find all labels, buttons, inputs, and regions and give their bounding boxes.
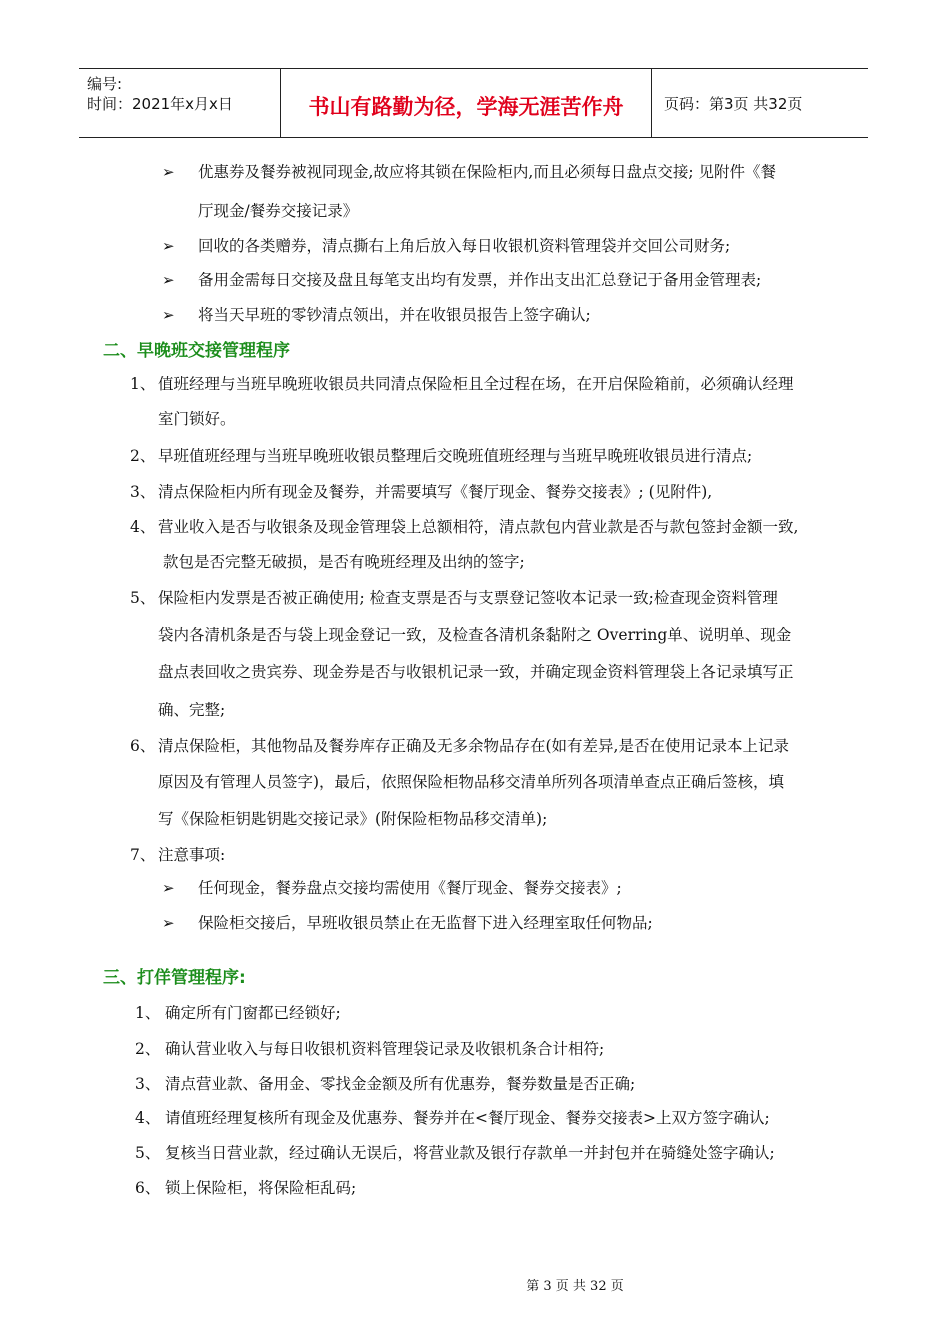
- page-label: 页码：第3页 共32页: [664, 95, 803, 113]
- arrow-bullet-icon: ➢: [162, 271, 175, 289]
- page-header: [79, 68, 868, 138]
- item-number: 1、: [130, 375, 156, 393]
- arrow-bullet-icon: ➢: [162, 914, 175, 932]
- list-item: 原因及有管理人员签字)，最后，依照保险柜物品移交清单所列各项清单查点正确后签核，填: [158, 773, 785, 791]
- list-item: 保险柜内发票是否被正确使用; 检查支票是否与支票登记签收本记录一致;检查现金资料管理: [158, 589, 778, 607]
- list-item: 清点保险柜内所有现金及餐券，并需要填写《餐厅现金、餐券交接表》; (见附件),: [158, 483, 713, 501]
- list-item: 确定所有门窗都已经锁好;: [165, 1004, 341, 1022]
- item-number: 5、: [130, 589, 156, 607]
- item-number: 6、: [135, 1179, 161, 1197]
- serial-label: 编号:: [87, 75, 123, 93]
- time-label: 时间：2021年x月x日: [87, 95, 233, 113]
- list-item: 任何现金，餐券盘点交接均需使用《餐厅现金、餐券交接表》;: [198, 879, 622, 897]
- page-footer: [0, 1275, 950, 1294]
- list-item: 回收的各类赠券，清点撕右上角后放入每日收银机资料管理袋并交回公司财务;: [198, 237, 731, 255]
- list-item: 将当天早班的零钞清点领出，并在收银员报告上签字确认;: [198, 306, 591, 324]
- header-page-cell: [652, 69, 868, 137]
- footer-page-number: 第 3 页 共 32 页: [526, 1279, 624, 1294]
- item-number: 4、: [130, 518, 156, 536]
- list-item: 清点保险柜，其他物品及餐券库存正确及无多余物品存在(如有差异,是否在使用记录本上记录: [158, 737, 789, 755]
- list-item: 锁上保险柜，将保险柜乱码;: [165, 1179, 357, 1197]
- item-number: 5、: [135, 1144, 161, 1162]
- list-item: 盘点表回收之贵宾券、现金券是否与收银机记录一致，并确定现金资料管理袋上各记录填写正: [158, 663, 794, 681]
- arrow-bullet-icon: ➢: [162, 879, 175, 897]
- section-heading: 三、打佯管理程序:: [103, 968, 246, 988]
- list-item: 袋内各清机条是否与袋上现金登记一致，及检查各清机条黏附之 Overring单、说明单、现金: [158, 626, 792, 644]
- list-item: 优惠券及餐券被视同现金,故应将其锁在保险柜内,而且必须每日盘点交接; 见附件《餐: [198, 163, 777, 181]
- list-item: 早班值班经理与当班早晚班收银员整理后交晚班值班经理与当班早晚班收银员进行清点;: [158, 447, 753, 465]
- item-number: 3、: [135, 1075, 161, 1093]
- header-motto-cell: [281, 69, 652, 137]
- motto: 书山有路勤为径，学海无涯苦作舟: [308, 95, 624, 119]
- arrow-bullet-icon: ➢: [162, 306, 175, 324]
- item-number: 1、: [135, 1004, 161, 1022]
- arrow-bullet-icon: ➢: [162, 237, 175, 255]
- list-item: 备用金需每日交接及盘且每笔支出均有发票，并作出支出汇总登记于备用金管理表;: [198, 271, 762, 289]
- list-item: 款包是否完整无破损，是否有晚班经理及出纳的签字;: [163, 553, 525, 571]
- arrow-bullet-icon: ➢: [162, 163, 175, 181]
- item-number: 2、: [135, 1040, 161, 1058]
- item-number: 2、: [130, 447, 156, 465]
- item-number: 6、: [130, 737, 156, 755]
- item-number: 7、: [130, 846, 156, 864]
- header-info-cell: [79, 69, 281, 137]
- list-item: 保险柜交接后，早班收银员禁止在无监督下进入经理室取任何物品;: [198, 914, 653, 932]
- list-item: 复核当日营业款，经过确认无误后，将营业款及银行存款单一并封包并在骑缝处签字确认;: [165, 1144, 775, 1162]
- list-item: 确认营业收入与每日收银机资料管理袋记录及收银机条合计相符;: [165, 1040, 605, 1058]
- list-item: 写《保险柜钥匙钥匙交接记录》(附保险柜物品移交清单);: [158, 810, 548, 828]
- item-number: 3、: [130, 483, 156, 501]
- list-item: 厅现金/餐券交接记录》: [198, 202, 359, 220]
- item-number: 4、: [135, 1109, 161, 1127]
- list-item: 清点营业款、备用金、零找金金额及所有优惠券，餐券数量是否正确;: [165, 1075, 636, 1093]
- list-item: 注意事项:: [158, 846, 226, 864]
- list-item: 请值班经理复核所有现金及优惠券、餐券并在<餐厅现金、餐券交接表>上双方签字确认;: [165, 1109, 770, 1127]
- list-item: 确、完整;: [158, 701, 226, 719]
- list-item: 值班经理与当班早晚班收银员共同清点保险柜且全过程在场，在开启保险箱前，必须确认经理: [158, 375, 794, 393]
- list-item: 室门锁好。: [158, 410, 236, 428]
- section-heading: 二、早晚班交接管理程序: [103, 341, 290, 361]
- list-item: 营业收入是否与收银条及现金管理袋上总额相符，清点款包内营业款是否与款包签封金额一致,: [158, 518, 799, 536]
